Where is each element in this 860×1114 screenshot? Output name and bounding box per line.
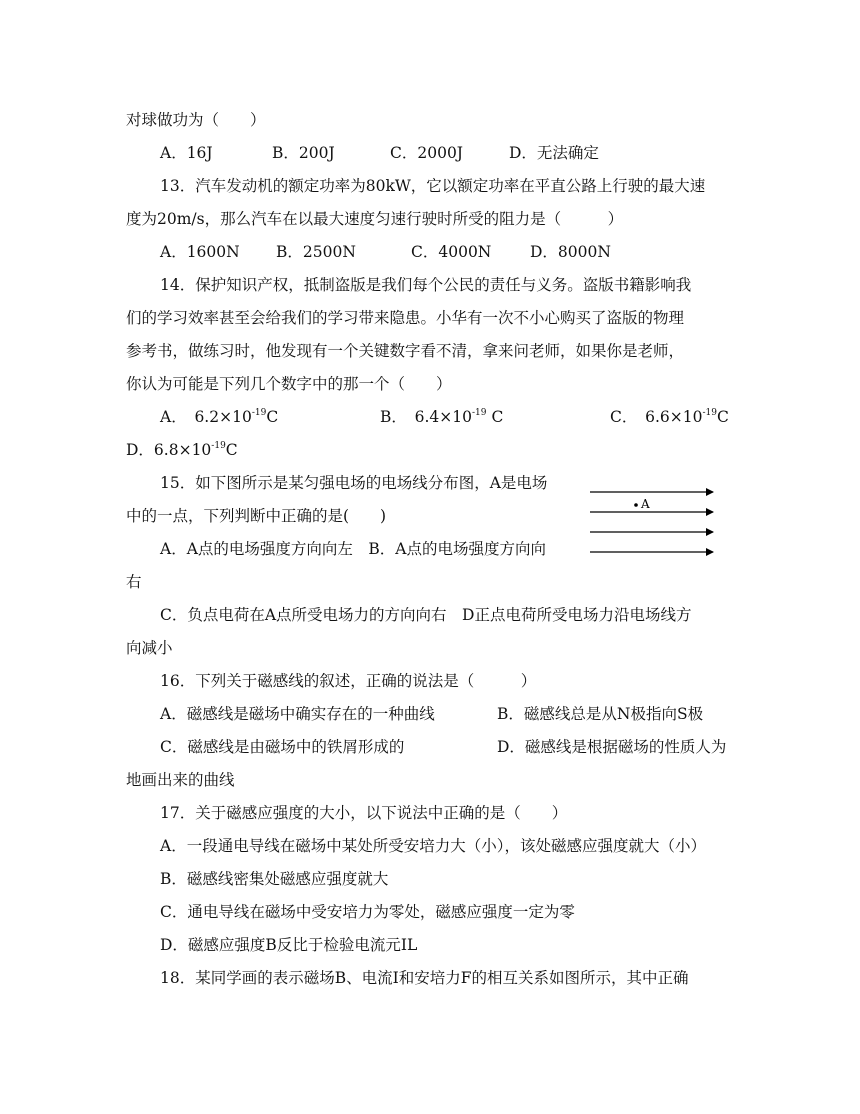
q16-option-a: A．磁感线是磁场中确实存在的一种曲线 bbox=[160, 705, 435, 723]
q13-option-a: A．1600N bbox=[160, 243, 240, 261]
q15-line-5: C．负点电荷在A点所受电场力的方向向右 D正点电荷所受电场力沿电场线方 bbox=[160, 606, 692, 624]
q16-option-d-cont: 地画出来的曲线 bbox=[126, 771, 235, 789]
q14-option-a-unit: C bbox=[266, 408, 279, 426]
q15-line-3: A．A点的电场强度方向向左 B．A点的电场强度方向向 bbox=[160, 540, 546, 558]
q14-option-a bbox=[160, 407, 278, 427]
q14-option-d-exponent: -19 bbox=[211, 441, 226, 451]
q14-option-c-base: C． 6.6×10 bbox=[610, 408, 703, 426]
field-lines-svg bbox=[588, 484, 718, 560]
q14-option-b-exponent: -19 bbox=[472, 408, 487, 418]
q14-option-b bbox=[380, 407, 503, 427]
q13-line-1: 13．汽车发动机的额定功率为80kW，它以额定功率在平直公路上行驶的最大速 bbox=[160, 177, 706, 195]
q14-option-d bbox=[126, 440, 238, 460]
q12-option-a: A．16J bbox=[160, 144, 213, 162]
q12-option-b: B．200J bbox=[272, 144, 335, 162]
q14-option-d-base: D．6.8×10 bbox=[126, 441, 212, 459]
q14-option-c bbox=[610, 407, 729, 427]
q15-line-4: 右 bbox=[126, 573, 142, 591]
q12-option-c: C．2000J bbox=[390, 144, 464, 162]
q14-line-1: 14．保护知识产权，抵制盗版是我们每个公民的责任与义务。盗版书籍影响我 bbox=[160, 276, 692, 294]
q17-option-a: A．一段通电导线在磁场中某处所受安培力大（小），该处磁感应强度就大（小） bbox=[160, 837, 706, 855]
point-a-label: A bbox=[641, 497, 650, 511]
q13-option-c: C．4000N bbox=[411, 243, 492, 261]
q14-option-c-unit: C bbox=[716, 408, 729, 426]
q13-option-b: B．2500N bbox=[276, 243, 356, 261]
q17-option-b: B．磁感线密集处磁感应强度就大 bbox=[160, 870, 389, 888]
q13-line-2: 度为20m/s，那么汽车在以最大速度匀速行驶时所受的阻力是（ ） bbox=[126, 210, 624, 228]
point-a-dot bbox=[634, 503, 638, 507]
q14-option-a-base: A． 6.2×10 bbox=[160, 408, 252, 426]
q16-option-c: C．磁感线是由磁场中的铁屑形成的 bbox=[160, 738, 405, 756]
electric-field-diagram bbox=[588, 484, 718, 564]
q14-line-2: 们的学习效率甚至会给我们的学习带来隐患。小华有一次不小心购买了盗版的物理 bbox=[126, 309, 685, 327]
q15-line-6: 向减小 bbox=[126, 639, 173, 657]
q17-line-1: 17．关于磁感应强度的大小，以下说法中正确的是（ ） bbox=[160, 804, 568, 822]
q15-line-2: 中的一点，下列判断中正确的是( ) bbox=[126, 507, 387, 525]
q13-option-d: D．8000N bbox=[530, 243, 611, 261]
q14-option-b-base: B． 6.4×10 bbox=[380, 408, 473, 426]
q14-option-b-unit: C bbox=[486, 408, 504, 426]
q15-line-1: 15．如下图所示是某匀强电场的电场线分布图，A是电场 bbox=[160, 474, 548, 492]
q14-option-a-exponent: -19 bbox=[251, 408, 267, 418]
q12-stem-tail: 对球做功为（ ） bbox=[126, 111, 266, 129]
q14-option-c-exponent: -19 bbox=[702, 408, 717, 418]
q16-line-1: 16．下列关于磁感线的叙述，正确的说法是（ ） bbox=[160, 672, 537, 690]
q16-option-d: D．磁感线是根据磁场的性质人为 bbox=[497, 738, 727, 756]
q17-option-d: D．磁感应强度B反比于检验电流元IL bbox=[160, 936, 418, 954]
q14-line-4: 你认为可能是下列几个数字中的那一个（ ） bbox=[126, 375, 452, 393]
q17-option-c: C．通电导线在磁场中受安培力为零处，磁感应强度一定为零 bbox=[160, 903, 575, 921]
q14-line-3: 参考书，做练习时，他发现有一个关键数字看不清，拿来问老师，如果你是老师， bbox=[126, 342, 685, 360]
q12-option-d: D．无法确定 bbox=[509, 144, 599, 162]
q18-line-1: 18．某同学画的表示磁场B、电流I和安培力F的相互关系如图所示，其中正确 bbox=[160, 969, 689, 987]
q14-option-d-unit: C bbox=[225, 441, 238, 459]
q16-option-b: B．磁感线总是从N极指向S极 bbox=[497, 705, 704, 723]
